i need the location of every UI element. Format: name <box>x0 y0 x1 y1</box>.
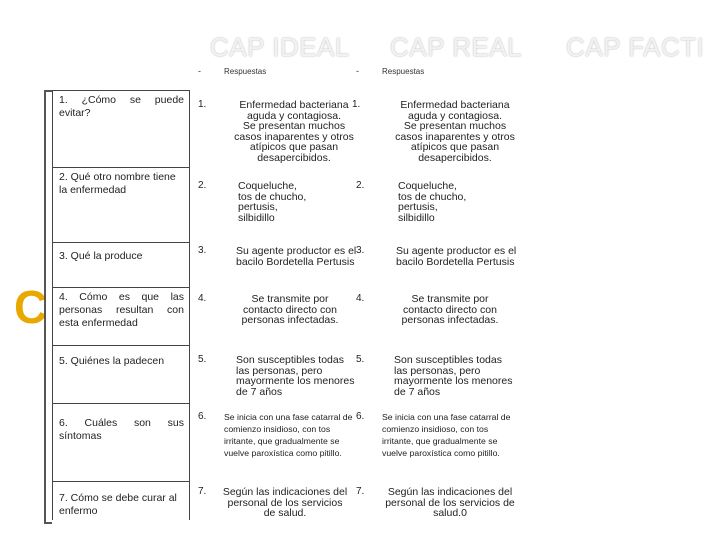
real-number-2: 2. <box>356 180 365 191</box>
real-answer-2 <box>398 181 508 223</box>
ideal-answer-1 <box>234 100 354 163</box>
real-number-7: 7. <box>356 486 365 497</box>
subheader-respuestas-real: Respuestas <box>382 67 425 76</box>
ideal-answer-6: Se inicia con una fase catarral de comienzo insidioso, con tos irritante, que gradualmente se vuelve paroxística como pitillo. <box>224 412 353 458</box>
ideal-answer-1-text: Enfermedad bacteriana aguda y contagiosa. Se presentan muchos casos inaparentes y otros atípicos que pasan desapercibidos. <box>234 99 354 164</box>
left-bracket <box>44 90 52 524</box>
real-answer-7: Según las indicaciones del personal de los servicios de salud.0 <box>385 486 515 519</box>
side-letter-c: C <box>14 281 48 333</box>
question-3: 3. Qué la produce <box>52 242 190 287</box>
ideal-number-1: 1. <box>198 99 207 110</box>
real-number-6: 6. <box>356 411 365 422</box>
real-answer-5: Son susceptibles todas las personas, pero mayormente los menores de 7 años <box>394 354 513 398</box>
header-cap-facti: CAP FACTI <box>566 32 705 62</box>
ideal-number-5: 5. <box>198 354 207 365</box>
real-number-3: 3. <box>356 245 365 256</box>
header-cap-real: CAP REAL <box>390 32 523 62</box>
header-cap-ideal: CAP IDEAL <box>210 32 350 62</box>
ideal-number-4: 4. <box>198 293 207 304</box>
real-answer-3: Su agente productor es el bacilo Bordetella Pertusis <box>396 245 517 268</box>
ideal-number-2: 2. <box>198 180 207 191</box>
ideal-number-6: 6. <box>198 411 207 422</box>
subheader-dash-ideal: - <box>198 66 201 76</box>
subheader-respuestas-ideal: Respuestas <box>224 67 267 76</box>
ideal-answer-2 <box>238 181 348 223</box>
real-answer-1 <box>392 100 518 163</box>
question-1: 1. ¿Cómo se puede evitar? <box>52 90 190 167</box>
question-7: 7. Cómo se debe curar al enfermo <box>52 481 190 520</box>
ideal-number-7: 7. <box>198 486 207 497</box>
ideal-answer-4: Se transmite por contacto directo con personas infectadas. <box>241 293 339 326</box>
ideal-answer-7: Según las indicaciones del personal de los servicios de salud. <box>222 486 348 519</box>
subheader-dash-real: - <box>356 66 359 76</box>
question-2: 2. Qué otro nombre tiene la enfermedad <box>52 167 190 242</box>
real-answer-6: Se inicia con una fase catarral de comienzo insidioso, con tos irritante, que gradualmente se vuelve paroxística como pitillo. <box>382 412 511 458</box>
real-answer-1-text: Enfermedad bacteriana aguda y contagiosa. Se presentan muchos casos inaparentes y otros atípicos que pasan desapercibidos. <box>395 99 515 164</box>
real-answer-2-text: Coqueluche, tos de chucho, pertusis, silbidillo <box>398 180 467 224</box>
real-number-1: 1. <box>352 99 361 110</box>
question-4: 4. Cómo es que las personas resultan con esta enfermedad <box>52 287 190 345</box>
real-number-5: 5. <box>356 354 365 365</box>
question-6: 6. Cuáles son sus síntomas <box>52 403 190 481</box>
real-answer-4: Se transmite por contacto directo con personas infectadas. <box>401 293 499 326</box>
real-number-4: 4. <box>356 293 365 304</box>
question-5: 5. Quiénes la padecen <box>52 345 190 403</box>
ideal-answer-3: Su agente productor es el bacilo Bordetella Pertusis <box>236 245 357 268</box>
ideal-number-3: 3. <box>198 245 207 256</box>
ideal-answer-5: Son susceptibles todas las personas, pero mayormente los menores de 7 años <box>236 354 355 398</box>
ideal-answer-2-text: Coqueluche, tos de chucho, pertusis, silbidillo <box>238 180 307 224</box>
